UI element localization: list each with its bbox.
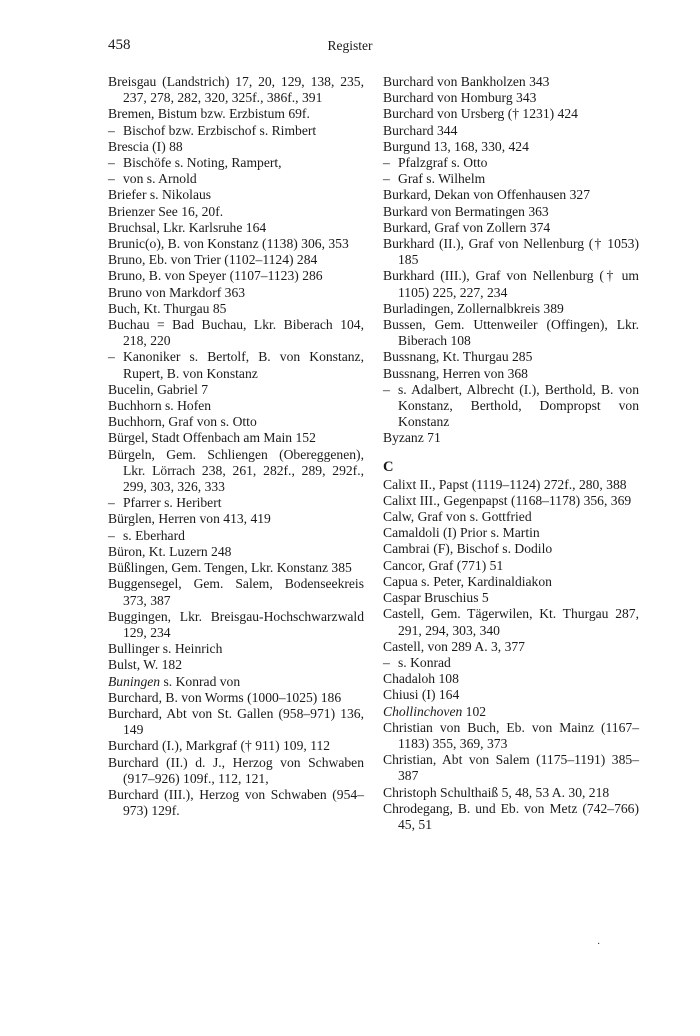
- entry-text: Buggensegel, Gem. Salem, Bodenseekreis 373, 387: [108, 576, 364, 608]
- index-entry: [383, 801, 639, 833]
- entry-text: Bucelin, Gabriel 7: [108, 381, 209, 397]
- entry-text: Bischof bzw. Erzbischof s. Rimbert: [123, 122, 317, 138]
- index-entry: [108, 285, 364, 301]
- stray-mark: ·: [597, 939, 601, 950]
- index-entry: [108, 204, 364, 220]
- index-subentry: [108, 528, 364, 544]
- index-entry: [108, 755, 364, 787]
- index-entry: [108, 301, 364, 317]
- entry-text: Buchhorn s. Hofen: [108, 398, 212, 414]
- entry-text: Brienzer See 16, 20f.: [108, 203, 224, 219]
- index-entry: [383, 574, 639, 590]
- entry-text: Bruno, B. von Speyer (1107–1123) 286: [108, 268, 323, 284]
- entry-text: Capua s. Peter, Kardinaldiakon: [383, 573, 552, 589]
- entry-rest: s. Konrad von: [160, 673, 241, 689]
- entry-text: Christian von Buch, Eb. von Mainz (1167–1183) 355, 369, 373: [383, 719, 639, 751]
- dash-mark: –: [108, 171, 115, 187]
- entry-text: Buggingen, Lkr. Breisgau-Hochschwarzwald 129, 234: [108, 608, 364, 640]
- index-entry: [383, 139, 639, 155]
- index-subentry: [383, 155, 639, 171]
- index-entry: [383, 477, 639, 493]
- entry-text: Byzanz 71: [383, 430, 441, 446]
- section-letter: C: [383, 458, 394, 475]
- index-entry: [108, 544, 364, 560]
- entry-text: s. Eberhard: [123, 527, 185, 543]
- index-entry: [108, 252, 364, 268]
- italic-term: Chollinchoven: [383, 703, 463, 719]
- entry-text: Bruno von Markdorf 363: [108, 284, 246, 300]
- entry-text: Buchau = Bad Buchau, Lkr. Biberach 104, 218, 220: [108, 317, 364, 349]
- entry-text: Büron, Kt. Luzern 248: [108, 543, 232, 559]
- index-entry: [383, 268, 639, 300]
- entry-text: Bulst, W. 182: [108, 657, 183, 673]
- index-entry: [383, 349, 639, 365]
- entry-text: Castell, Gem. Tägerwilen, Kt. Thurgau 287, 291, 294, 303, 340: [383, 606, 639, 638]
- index-entry: [108, 674, 364, 690]
- entry-text: Briefer s. Nikolaus: [108, 187, 212, 203]
- index-entry: [108, 414, 364, 430]
- index-entry: [108, 106, 364, 122]
- index-entry: [383, 525, 639, 541]
- entry-text: Büßlingen, Gem. Tengen, Lkr. Konstanz 385: [108, 560, 352, 576]
- index-subentry: [108, 123, 364, 139]
- entry-text: Bruchsal, Lkr. Karlsruhe 164: [108, 219, 267, 235]
- index-entry: [383, 558, 639, 574]
- index-subentry: [108, 349, 364, 381]
- index-entry: [383, 366, 639, 382]
- entry-text: Pfalzgraf s. Otto: [398, 155, 488, 171]
- index-subentry: [108, 495, 364, 511]
- index-entry: [383, 606, 639, 638]
- entry-text: Pfarrer s. Heribert: [123, 495, 222, 511]
- entry-text: Bullinger s. Heinrich: [108, 641, 223, 657]
- index-entry: [383, 90, 639, 106]
- entry-text: Bruno, Eb. von Trier (1102–1124) 284: [108, 252, 318, 268]
- index-entry: [383, 590, 639, 606]
- entry-text: Bürgel, Stadt Offenbach am Main 152: [108, 430, 316, 446]
- dash-mark: –: [108, 349, 115, 365]
- index-entry: [108, 382, 364, 398]
- dash-mark: –: [108, 122, 115, 138]
- dash-mark: –: [383, 654, 390, 670]
- index-entry: [383, 752, 639, 784]
- entry-text: Bürgeln, Gem. Schliengen (Obereggenen), Lkr. Lörrach 238, 261, 282f., 289, 292f., 299, 303, 326, 333: [108, 446, 364, 495]
- entry-text: Burkhard (II.), Graf von Nellenburg († 1053) 185: [383, 236, 639, 268]
- index-entry: [383, 220, 639, 236]
- index-entry: [108, 317, 364, 349]
- index-entry: [383, 317, 639, 349]
- index-entry: [108, 139, 364, 155]
- index-entry: [108, 236, 364, 252]
- index-entry: [383, 720, 639, 752]
- entry-text: Chiusi (I) 164: [383, 687, 460, 703]
- entry-text: Camaldoli (I) Prior s. Martin: [383, 525, 540, 541]
- dash-mark: –: [383, 381, 390, 397]
- entry-text: Brunic(o), B. von Konstanz (1138) 306, 353: [108, 236, 349, 252]
- entry-text: Christian, Abt von Salem (1175–1191) 385–387: [383, 752, 639, 784]
- index-entry: [108, 74, 364, 106]
- index-entry: [108, 690, 364, 706]
- entry-text: Burkard, Dekan von Offenhausen 327: [383, 187, 590, 203]
- entry-text: Buchhorn, Graf von s. Otto: [108, 414, 257, 430]
- index-entry: [383, 430, 639, 446]
- index-entry: [108, 268, 364, 284]
- index-entry: [108, 609, 364, 641]
- entry-text: Caspar Bruschius 5: [383, 590, 489, 606]
- entry-text: Burchard (III.), Herzog von Schwaben (954–973) 129f.: [108, 786, 364, 819]
- index-subentry: [383, 655, 639, 671]
- index-column-right: [383, 74, 639, 833]
- index-entry: [383, 785, 639, 801]
- entry-text: Christoph Schulthaiß 5, 48, 53 A. 30, 218: [383, 784, 610, 800]
- entry-text: s. Adalbert, Albrecht (I.), Berthold, B. von Konstanz, Berthold, Dompropst von Konstanz: [398, 381, 639, 430]
- entry-text: von s. Arnold: [123, 171, 197, 187]
- index-entry: [383, 301, 639, 317]
- index-entry: [383, 123, 639, 139]
- entry-text: Bussnang, Kt. Thurgau 285: [383, 349, 533, 365]
- entry-text: s. Konrad: [398, 654, 451, 670]
- entry-text: Burchard, Abt von St. Gallen (958–971) 136, 149: [108, 705, 364, 738]
- dash-mark: –: [383, 155, 390, 171]
- index-column-left: [108, 74, 364, 819]
- index-entry: [383, 204, 639, 220]
- entry-text: Burladingen, Zollernalbkreis 389: [383, 300, 564, 316]
- index-entry: [108, 787, 364, 819]
- entry-text: Bischöfe s. Noting, Rampert,: [123, 155, 282, 171]
- index-entry: [108, 398, 364, 414]
- dash-mark: –: [108, 155, 115, 171]
- index-entry: [383, 106, 639, 122]
- index-entry: [383, 493, 639, 509]
- entry-text: Graf s. Wilhelm: [398, 171, 486, 187]
- entry-text: Cancor, Graf (771) 51: [383, 557, 504, 573]
- entry-text: Calw, Graf von s. Gottfried: [383, 509, 532, 525]
- entry-text: Brescia (I) 88: [108, 138, 183, 154]
- index-entry: [108, 447, 364, 496]
- entry-text: Burchard von Ursberg († 1231) 424: [383, 106, 578, 122]
- index-entry: [383, 509, 639, 525]
- index-entry: [108, 187, 364, 203]
- entry-text: Burchard, B. von Worms (1000–1025) 186: [108, 689, 342, 705]
- running-head: Register: [327, 38, 373, 53]
- index-entry: [108, 430, 364, 446]
- entry-text: Burchard von Bankholzen 343: [383, 74, 550, 89]
- index-entry: [108, 641, 364, 657]
- entry-text: Chadaloh 108: [383, 671, 459, 687]
- entry-text: Bremen, Bistum bzw. Erzbistum 69f.: [108, 106, 310, 122]
- index-entry: [383, 687, 639, 703]
- index-subentry: [108, 171, 364, 187]
- entry-text: Burkhard (III.), Graf von Nellenburg († um 1105) 225, 227, 234: [383, 268, 639, 300]
- entry-text: Buch, Kt. Thurgau 85: [108, 300, 227, 316]
- dash-mark: –: [383, 171, 390, 187]
- entry-text: Burkard von Bermatingen 363: [383, 203, 549, 219]
- entry-text: Burchard (II.) d. J., Herzog von Schwaben (917–926) 109f., 112, 121,: [108, 754, 364, 786]
- entry-text: Kanoniker s. Bertolf, B. von Konstanz, Rupert, B. von Konstanz: [123, 349, 364, 381]
- index-entry: [108, 511, 364, 527]
- dash-mark: –: [108, 495, 115, 511]
- index-entry: [108, 738, 364, 754]
- italic-term: Buningen: [108, 673, 161, 689]
- index-entry: [383, 74, 639, 90]
- entry-text: Burchard 344: [383, 122, 458, 138]
- index-entry: [383, 541, 639, 557]
- entry-text: Bussnang, Herren von 368: [383, 365, 528, 381]
- index-entry: [383, 236, 639, 268]
- page-number: 458: [108, 37, 131, 53]
- entry-text: Chrodegang, B. und Eb. von Metz (742–766) 45, 51: [383, 800, 639, 832]
- index-entry: [383, 704, 639, 720]
- entry-text: Calixt III., Gegenpapst (1168–1178) 356, 369: [383, 492, 632, 508]
- index-entry: [383, 187, 639, 203]
- index-entry: [108, 576, 364, 608]
- entry-rest: 102: [462, 703, 487, 719]
- entry-text: Breisgau (Landstrich) 17, 20, 129, 138, 235, 237, 278, 282, 320, 325f., 386f., 391: [108, 74, 364, 106]
- index-entry: [383, 639, 639, 655]
- index-entry: [108, 560, 364, 576]
- index-subentry: [383, 382, 639, 431]
- index-entry: [108, 706, 364, 738]
- entry-text: Burgund 13, 168, 330, 424: [383, 138, 529, 154]
- index-entry: [108, 657, 364, 673]
- entry-text: Burkard, Graf von Zollern 374: [383, 219, 551, 235]
- entry-text: Bürglen, Herren von 413, 419: [108, 511, 271, 527]
- entry-text: Castell, von 289 A. 3, 377: [383, 638, 525, 654]
- entry-text: Cambrai (F), Bischof s. Dodilo: [383, 541, 553, 557]
- index-subentry: [108, 155, 364, 171]
- index-subentry: [383, 171, 639, 187]
- entry-text: Bussen, Gem. Uttenweiler (Offingen), Lkr. Biberach 108: [383, 317, 639, 349]
- index-entry: [383, 671, 639, 687]
- dash-mark: –: [108, 527, 115, 543]
- entry-text: Burchard von Homburg 343: [383, 90, 537, 106]
- index-entry: [108, 220, 364, 236]
- entry-text: Burchard (I.), Markgraf († 911) 109, 112: [108, 738, 331, 754]
- entry-text: Calixt II., Papst (1119–1124) 272f., 280, 388: [383, 476, 627, 492]
